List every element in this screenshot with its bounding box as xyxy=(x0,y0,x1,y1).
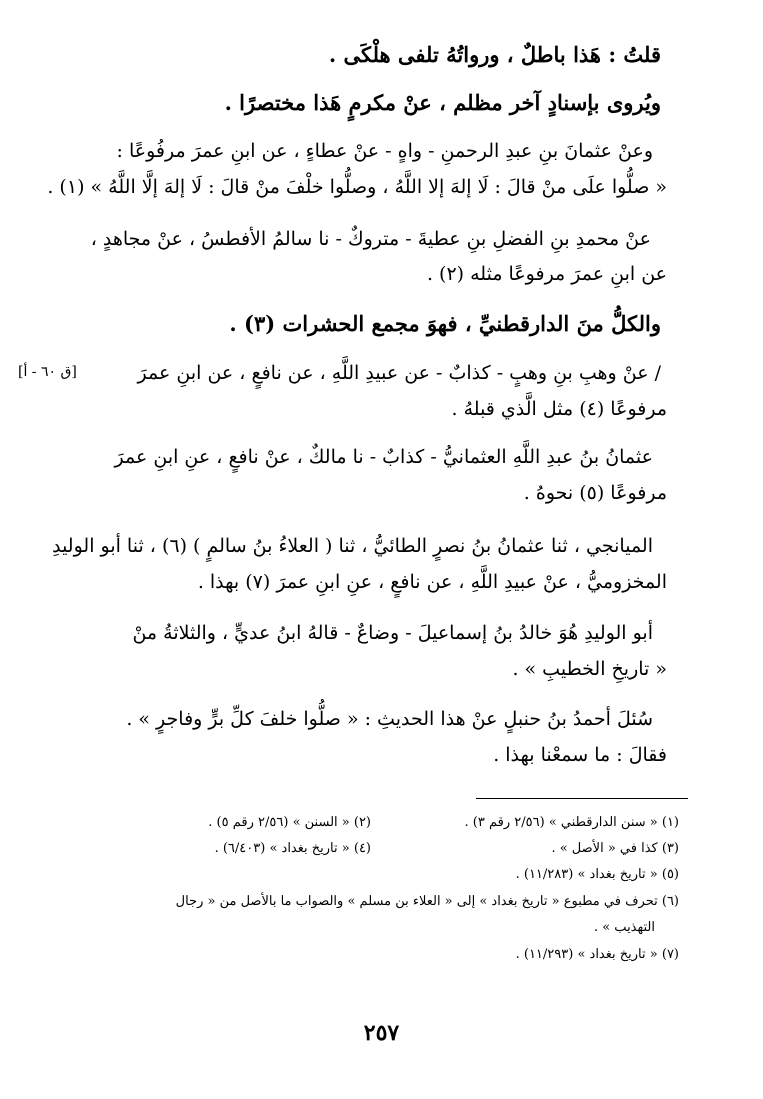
paragraph-2-line-2: عن ابنِ عمرَ مرفوعًا مثله (٢) . xyxy=(426,263,667,285)
heading-line-2: ويُروى بإسنادٍ آخر مظلم ، عنْ مكرمٍ هَذا مختصرًا . xyxy=(224,90,661,115)
footnote-1: (١) « سنن الدارقطني » (٢/٥٦ رقم ٣) . xyxy=(464,815,679,830)
paragraph-4-line-1: عثمانُ بنُ عبدِ اللَّهِ العثمانيُّ - كذابٌ - نا مالكٌ ، عنْ نافعٍ ، عنِ ابنِ عمرَ xyxy=(114,446,653,468)
footnote-7: (٧) « تاريخ بغداد » (١١/٢٩٣) . xyxy=(515,947,679,962)
footnote-5: (٥) « تاريخ بغداد » (١١/٢٨٣) . xyxy=(515,867,679,882)
footnote-6-line-1: (٦) تحرف في مطبوع « تاريخ بغداد » إلى « العلاء بن مسلم » والصواب ما بالأصل من « رجال xyxy=(175,894,679,909)
paragraph-3-line-2: مرفوعًا (٤) مثل الَّذي قبلهُ . xyxy=(451,398,667,420)
footnote-2: (٢) « السنن » (٢/٥٦ رقم ٥) . xyxy=(208,815,371,830)
paragraph-5-line-1: الميانجي ، ثنا عثمانُ بنُ نصرٍ الطائيُّ ، ثنا ( العلاءُ بنُ سالمٍ ) (٦) ، ثنا أبو الوليدِ xyxy=(52,535,653,557)
paragraph-6-line-1: أبو الوليدِ هُوَ خالدُ بنُ إسماعيلَ - وضاعٌ - قالهُ ابنُ عديٍّ ، والثلاثةُ منْ xyxy=(132,622,653,644)
paragraph-6-line-2: « تاريخِ الخطيبِ » . xyxy=(512,658,667,680)
paragraph-1-line-2: « صلُّوا علَى منْ قالَ : لَا إلهَ إلا اللَّهُ ، وصلُّوا خلْفَ منْ قالَ : لَا إلهَ إلَّا اللَّهُ » (١) . xyxy=(47,176,667,198)
footnote-6-line-2: التهذيب » . xyxy=(593,920,655,935)
paragraph-5-line-2: المخزوميُّ ، عنْ عبيدِ اللَّهِ ، عن نافعٍ ، عنِ ابنِ عمرَ (٧) بهذا . xyxy=(197,571,667,593)
heading-line-1: قلتُ : هَذا باطلٌ ، ورواتُهُ تلفى هلْكَى . xyxy=(328,42,661,67)
footnote-4: (٤) « تاريخ بغداد » (٦/٤٠٣) . xyxy=(214,841,371,856)
paragraph-7-line-2: فقالَ : ما سمعْنا بهذا . xyxy=(493,744,667,766)
paragraph-4-line-2: مرفوعًا (٥) نحوهُ . xyxy=(523,482,667,504)
paragraph-1-line-1: وعنْ عثمانَ بنِ عبدِ الرحمنِ - واهٍ - عنْ عطاءٍ ، عن ابنِ عمرَ مرفُوعًا : xyxy=(116,140,653,162)
page-number: ٢٥٧ xyxy=(363,1020,400,1046)
footnote-3: (٣) كذا في « الأصل » . xyxy=(551,841,679,856)
manuscript-folio-marker: [ق ٦٠ - أ] xyxy=(18,364,77,380)
footnote-separator xyxy=(476,798,688,799)
heading-line-3: والكلُّ منَ الدارقطنيِّ ، فهوَ مجمع الحشرات (٣) . xyxy=(229,311,661,336)
paragraph-2-line-1: عنْ محمدِ بنِ الفضلِ بنِ عطيةَ - متروكٌ - نا سالمُ الأفطسُ ، عنْ مجاهدٍ ، xyxy=(90,228,651,250)
paragraph-7-line-1: سُئلَ أحمدُ بنُ حنبلٍ عنْ هذا الحديثِ : « صلُّوا خلفَ كلِّ برٍّ وفاجرٍ » . xyxy=(126,708,653,730)
paragraph-3-line-1: / عنْ وهبِ بنِ وهبٍ - كذابٌ - عن عبيدِ اللَّهِ ، عن نافعٍ ، عن ابنِ عمرَ xyxy=(137,362,661,384)
